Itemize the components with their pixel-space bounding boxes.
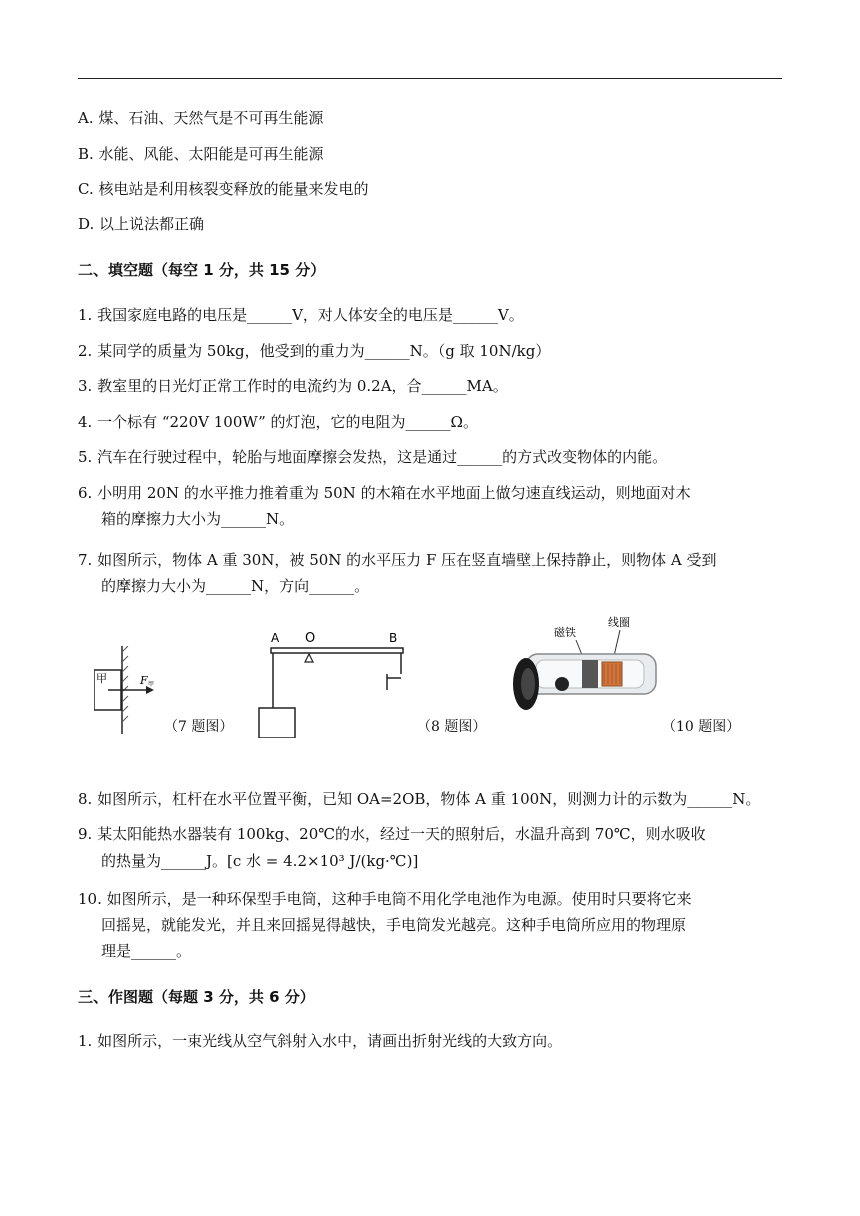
figure-10-caption: （10 题图） bbox=[662, 719, 741, 735]
question-2-10-line2: 回摇晃，就能发光，并且来回摇晃得越快，手电筒发光越亮。这种手电筒所应用的物理原 bbox=[101, 916, 687, 934]
figure-7-label-force: F bbox=[140, 674, 148, 687]
figure-8-label-a: A bbox=[271, 631, 280, 645]
question-2-4: 4. 一个标有 “220V 100W” 的灯泡，它的电阻为______Ω。 bbox=[78, 413, 478, 431]
question-2-3: 3. 教室里的日光灯正常工作时的电流约为 0.2A，合______MA。 bbox=[78, 377, 508, 395]
option-a: A. 煤、石油、天然气是不可再生能源 bbox=[78, 109, 324, 127]
question-2-5: 5. 汽车在行驶过程中，轮胎与地面摩擦会发热，这是通过______的方式改变物体的内能。 bbox=[78, 448, 668, 466]
question-2-7-line1: 7. 如图所示，物体 A 重 30N，被 50N 的水平压力 F 压在竖直墙壁上保持静止，则物体 A 受到 bbox=[78, 551, 717, 569]
option-b: B. 水能、风能、太阳能是可再生能源 bbox=[78, 145, 324, 163]
figure-10-label-magnet: 磁铁 bbox=[554, 626, 576, 639]
figure-10-label-coil: 线圈 bbox=[608, 616, 630, 629]
question-2-9-line2: 的热量为______J。[c 水 = 4.2×10³ J/(kg·℃)] bbox=[101, 852, 419, 870]
question-2-9-line1: 9. 某太阳能热水器装有 100kg、20℃的水，经过一天的照射后，水温升高到 70℃，则水吸收 bbox=[78, 825, 706, 843]
figure-8-label-o: O bbox=[305, 631, 316, 646]
figure-7-label-jia: 甲 bbox=[96, 672, 107, 685]
figure-8-caption: （8 题图） bbox=[417, 719, 487, 735]
question-2-1: 1. 我国家庭电路的电压是______V，对人体安全的电压是______V。 bbox=[78, 306, 524, 324]
section-title-drawing: 三、作图题（每题 3 分，共 6 分） bbox=[78, 988, 315, 1006]
question-3-1: 1. 如图所示，一束光线从空气斜射入水中，请画出折射光线的大致方向。 bbox=[78, 1032, 563, 1050]
figure-7-caption: （7 题图） bbox=[164, 719, 234, 735]
option-d: D. 以上说法都正确 bbox=[78, 215, 205, 233]
figure-7-diagram bbox=[94, 646, 164, 736]
figure-8-diagram bbox=[255, 628, 415, 738]
figure-8-label-b: B bbox=[389, 631, 398, 645]
question-2-6-line1: 6. 小明用 20N 的水平推力推着重为 50N 的木箱在水平地面上做匀速直线运动，则地面对木 bbox=[78, 484, 691, 502]
figure-7-label-force-sub: 甲 bbox=[148, 681, 155, 688]
header-rule bbox=[78, 78, 782, 79]
question-2-10-line1: 10. 如图所示，是一种环保型手电筒，这种手电筒不用化学电池作为电源。使用时只要将它来 bbox=[78, 890, 692, 908]
option-c: C. 核电站是利用核裂变释放的能量来发电的 bbox=[78, 180, 369, 198]
section-title-fill-in: 二、填空题（每空 1 分，共 15 分） bbox=[78, 261, 326, 279]
question-2-2: 2. 某同学的质量为 50kg，他受到的重力为______N。（g 取 10N/kg） bbox=[78, 342, 551, 360]
question-2-10-line3: 理是______。 bbox=[101, 942, 192, 960]
figure-10-flashlight bbox=[506, 612, 666, 718]
question-2-8: 8. 如图所示，杠杆在水平位置平衡，已知 OA=2OB，物体 A 重 100N，则测力计的示数为______N。 bbox=[78, 790, 761, 808]
question-2-7-line2: 的摩擦力大小为______N，方向______。 bbox=[101, 577, 370, 595]
question-2-6-line2: 箱的摩擦力大小为______N。 bbox=[101, 510, 295, 528]
